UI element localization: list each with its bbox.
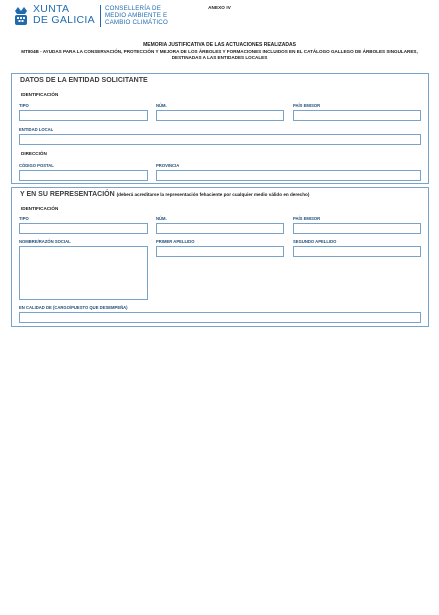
representation-note: (deberá acreditarse la representación fehaciente por cualquier medio válido en derecho) <box>116 192 310 197</box>
position-input[interactable] <box>19 312 421 323</box>
second-surname-input[interactable] <box>293 246 421 257</box>
applicant-section <box>11 73 429 184</box>
entity-input[interactable] <box>19 134 421 145</box>
postal-code-label: CÓDIGO POSTAL <box>19 163 54 168</box>
country-input[interactable] <box>293 110 421 121</box>
name-label: NOMBRE/RAZÓN SOCIAL <box>19 239 71 244</box>
first-surname-label: PRIMER APELLIDO <box>156 239 195 244</box>
province-input[interactable] <box>156 170 421 181</box>
conselleria-name: CONSELLERÍA DE MEDIO AMBIENTE E CAMBIO CLIMÁTICO <box>104 5 168 27</box>
section-title-representation: Y EN SU REPRESENTACIÓN (deberá acreditarse la representación fehaciente por cualquier medio válido en derecho) <box>20 191 310 198</box>
section-title-applicant: DATOS DE LA ENTIDAD SOLICITANTE <box>20 77 148 84</box>
representation-section <box>11 187 429 327</box>
procedure-subtitle: MT804B - AYUDAS PARA LA CONSERVACIÓN, PROTECCIÓN Y MEJORA DE LOS ÁRBOLES Y FORMACIONES INCLUIDOS EN EL CATÁLOGO GALLEGO DE ÁRBOLES SINGULARES, DESTINADAS A LAS ENTIDADES LOCALES <box>21 49 418 60</box>
number-input[interactable] <box>156 110 284 121</box>
rep-number-input[interactable] <box>156 223 284 234</box>
identification-heading: IDENTIFICACIÓN <box>21 92 59 97</box>
logo-wordmark: XUNTA DE GALICIA <box>33 3 95 26</box>
type-label: TIPO <box>19 103 29 108</box>
name-textarea[interactable] <box>19 246 148 300</box>
address-heading: DIRECCIÓN <box>21 151 47 156</box>
rep-type-label: TIPO <box>19 216 29 221</box>
entity-label: ENTIDAD LOCAL <box>19 127 54 132</box>
page-title: MEMORIA JUSTIFICATIVA DE LAS ACTUACIONES REALIZADAS <box>143 42 296 48</box>
province-label: PROVINCIA <box>156 163 180 168</box>
rep-number-label: NÚM. <box>156 216 167 221</box>
type-input[interactable] <box>19 110 148 121</box>
first-surname-input[interactable] <box>156 246 284 257</box>
rep-country-input[interactable] <box>293 223 421 234</box>
number-label: NÚM. <box>156 103 167 108</box>
position-label: EN CALIDAD DE (CARGO/PUESTO QUE DESEMPEÑA) <box>19 305 128 310</box>
rep-identification-heading: IDENTIFICACIÓN <box>21 206 59 211</box>
country-label: PAÍS EMISOR <box>293 103 321 108</box>
postal-code-input[interactable] <box>19 170 148 181</box>
second-surname-label: SEGUNDO APELLIDO <box>293 239 337 244</box>
rep-type-input[interactable] <box>19 223 148 234</box>
annex-label: ANEXO IV <box>208 5 231 10</box>
rep-country-label: PAÍS EMISOR <box>293 216 321 221</box>
